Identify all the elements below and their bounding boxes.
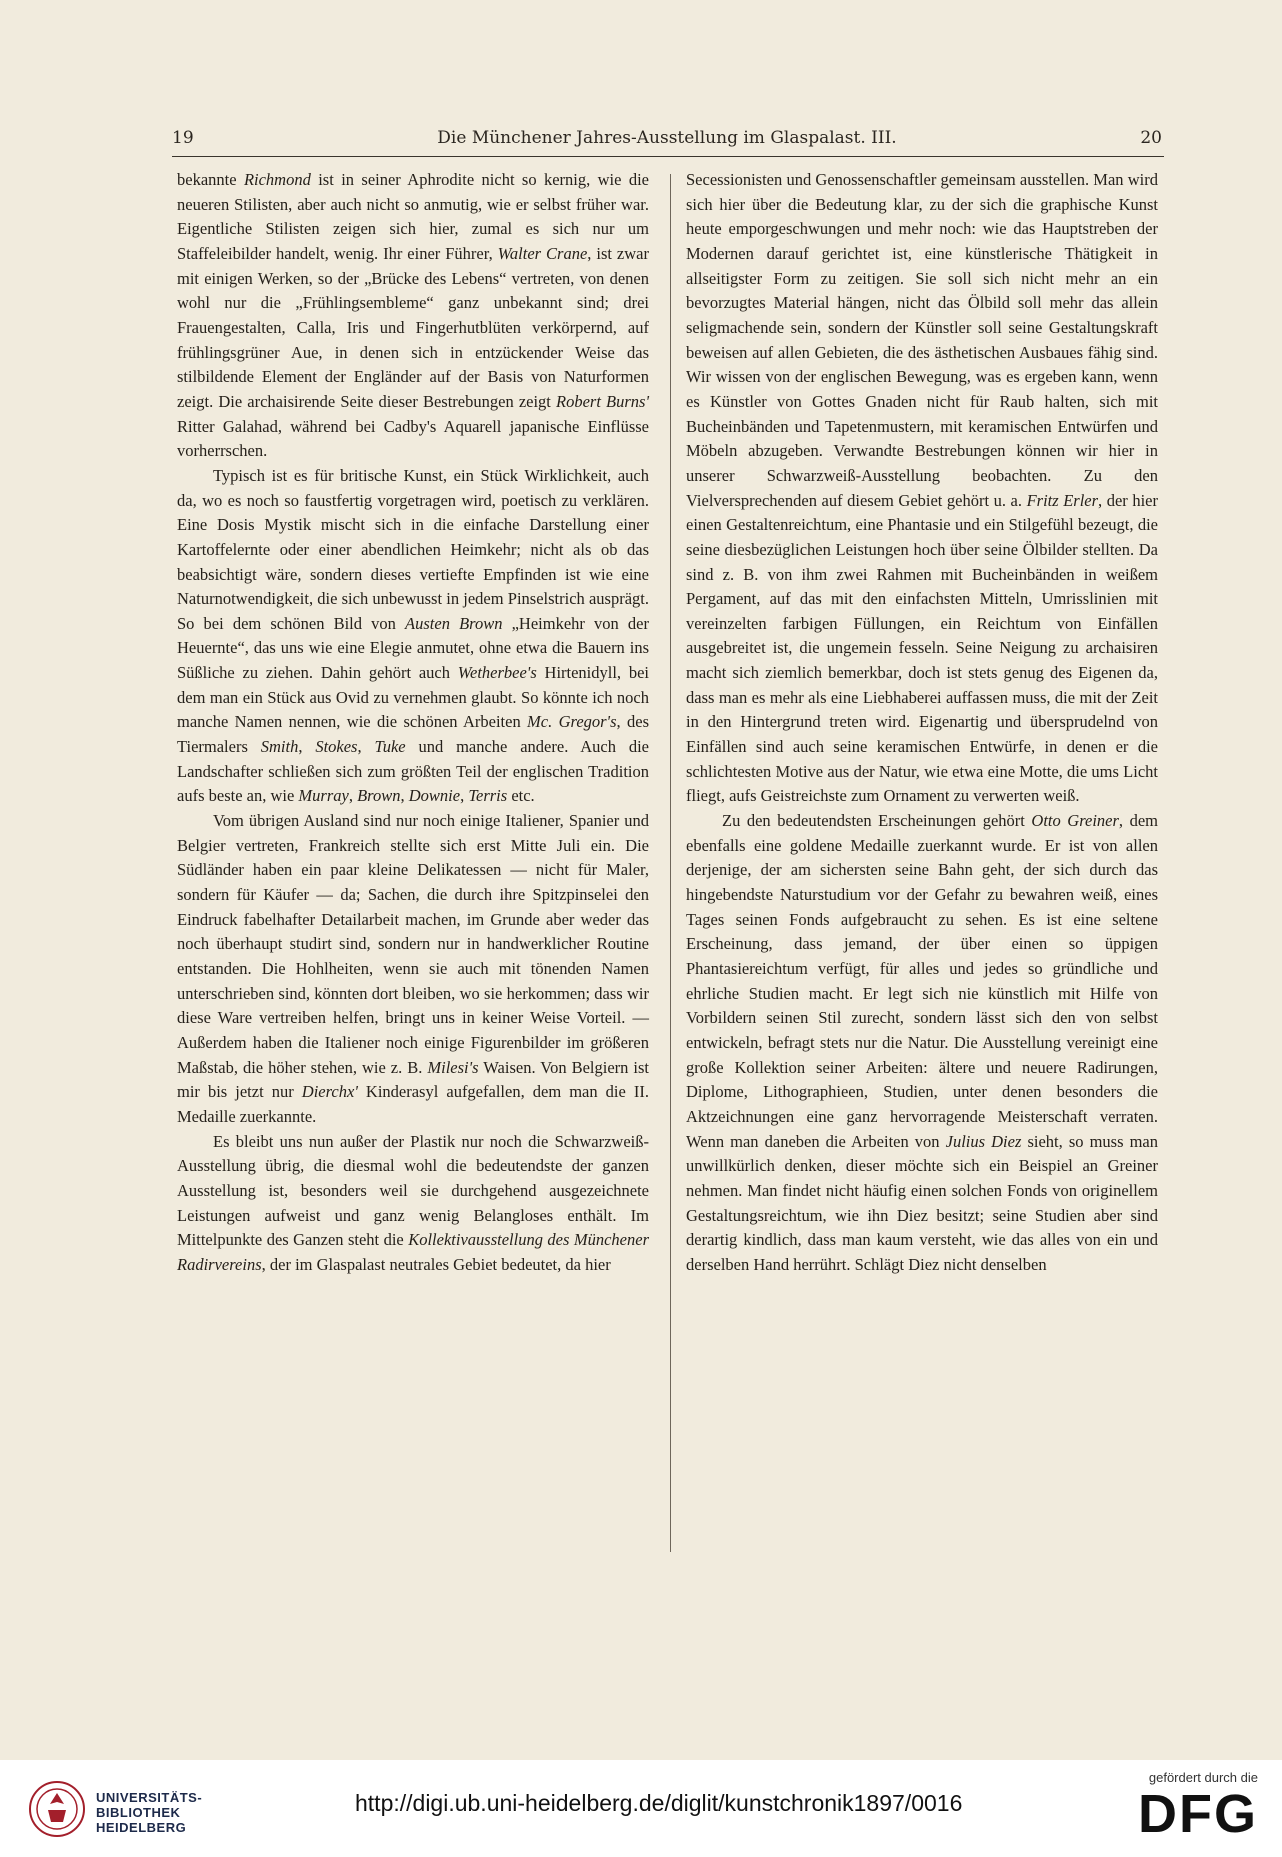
funding-text: gefördert durch die <box>1148 1770 1258 1785</box>
library-line-2: BIBLIOTHEK <box>96 1805 181 1820</box>
left-paragraph: bekannte Richmond ist in seiner Aphrodite nicht so kernig, wie die neueren Stilisten, aber auch nicht so anmutig, wie er selbst früher war. Eigentliche Stilisten zeigen sich hier, zumal es sich nur um Staffeleibilder handelt, wenig. Ihr einer Führer, Walter Crane, ist zwar mit einigen Werken, so der „Brücke des Lebens“ vertreten, von denen wohl nur die „Frühlingsembleme“ ganz unbekannt sind; drei Frauengestalten, Calla, Iris und Fingerhutblüten verkörpernd, auf frühlingsgrüner Aue, in denen sich in entzückender Weise das stilbildende Element der Engländer auf der Basis von Naturformen zeigt. Die archaisirende Seite dieser Bestrebungen zeigt Robert Burns' Ritter Galahad, während bei Cadby's Aquarell japanische Einflüsse vorherrschen. <box>177 170 649 461</box>
left-paragraph: Typisch ist es für britische Kunst, ein Stück Wirklichkeit, auch da, wo es noch so faustfertig vorgetragen wird, poetisch zu verklären. Eine Dosis Mystik mischt sich in die einfache Darstellung einer Kartoffelernte oder einer abendlichen Heimkehr; nicht als ob das beabsichtigt wäre, sondern dieses vertiefte Empfinden ist wie eine Naturnotwendigkeit, die sich unbewusst in jedem Pinselstrich ausprägt. So bei dem schönen Bild von Austen Brown „Heimkehr von der Heuernte“, das uns wie eine Elegie anmutet, ohne etwa die Bauern ins Süßliche zu ziehen. Dahin gehört auch Wetherbee's Hirtenidyll, bei dem man ein Stück aus Ovid zu vernehmen glaubt. So könnte ich noch manche Namen nennen, wie die schönen Arbeiten Mc. Gregor's, des Tiermalers Smith, Stokes, Tuke und manche andere. Auch die Landschafter schließen sich zum größten Teil der englischen Tradition aufs beste an, wie Murray, Brown, Downie, Terris etc. <box>177 465 650 806</box>
dfg-logo-text: DFG <box>1138 1784 1258 1844</box>
university-seal-icon <box>28 1780 86 1838</box>
dfg-logo[interactable] <box>1108 1770 1258 1844</box>
page-header <box>172 124 1162 154</box>
column-divider <box>670 174 671 1552</box>
left-paragraph: Es bleibt uns nun außer der Plastik nur noch die Schwarzweiß-Ausstellung übrig, die diesmal wohl die bedeutendste der ganzen Ausstellung ist, besonders weil sie durchgehend ausgezeichnete Leistungen aufweist und ganz wenig Belangloses enthält. Im Mittelpunkte des Ganzen steht die Kollektivausstellung des Münchener Radirvereins, der im Glaspalast neutrales Gebiet bedeutet, da hier <box>177 1131 649 1274</box>
right-text-column <box>686 168 1158 1278</box>
right-paragraph: Zu den bedeutendsten Erscheinungen gehört Otto Greiner, dem ebenfalls eine goldene Medaille zuerkannt wurde. Er ist von allen derjenige, der am sichersten seine Bahn geht, der sich durch das hingebendste Naturstudium vor der Gefahr zu bewahren weiß, eines Tages seinen Fonds aufgebraucht zu sehen. Es ist eine seltene Erscheinung, dass jemand, der über einen so üppigen Phantasiereichtum verfügt, für alles und jedes so gründliche und ehrliche Studien macht. Er legt sich nie künstlich mit Hilfe von Vorbildern seinen Stil zurecht, sondern lässt sich den von selbst entwickeln, befragt stets nur die Natur. Die Ausstellung vereinigt eine große Kollektion seiner Arbeiten: ältere und neuere Radirungen, Diplome, Lithographieen, Studien, unter denen besonders die Aktzeichnungen eine ganz hervorragende Meisterschaft verraten. Wenn man daneben die Arbeiten von Julius Diez sieht, so muss man unwillkürlich denken, dieser möchte sich ein Beispiel an Greiner nehmen. Man findet nicht häufig einen solchen Fonds von originellem Gestaltungsreichtum, wie ihn Diez besitzt; seine Studien aber sind derartig kindlich, dass man kaum versteht, wie das alles von ein und derselben Hand herrührt. Schlägt Diez nicht denselben <box>686 811 1158 1274</box>
left-paragraph: Vom übrigen Ausland sind nur noch einige Italiener, Spanier und Belgier vertreten, Frankreich stellte sich erst Mitte Juli ein. Die Südländer haben ein paar kleine Delikatessen — nicht für Maler, sondern für Käufer — da; Sachen, die durch ihre Spitzpinselei den Eindruck fabelhafter Detailarbeit machen, im Grunde aber weder das noch überhaupt studirt sind, sondern nur in handwerklicher Routine entstanden. Die Hohlheiten, wenn sie auch mit tönenden Namen unterschrieben sind, könnten dort bleiben, wo sie herkommen; dass wir diese Ware vertreiben helfen, bringt uns in keiner Weise Vorteil. — Außerdem haben die Italiener noch einige Figurenbilder im größeren Maßstab, die höher stehen, wie z. B. Milesi's Waisen. Von Belgiern ist mir bis jetzt nur Dierchx' Kinderasyl aufgefallen, dem man die II. Medaille zuerkannte. <box>177 811 649 1126</box>
footer-bar <box>0 1760 1282 1857</box>
library-logo[interactable] <box>28 1780 288 1840</box>
library-name <box>96 1790 202 1835</box>
running-title: Die Münchener Jahres-Ausstellung im Glaspalast. III. <box>437 128 897 148</box>
library-line-3: HEIDELBERG <box>96 1820 187 1835</box>
library-line-1: UNIVERSITÄTS- <box>96 1790 203 1805</box>
page-number-left: 19 <box>172 128 194 148</box>
header-rule <box>172 156 1164 157</box>
page-number-right: 20 <box>1140 128 1162 148</box>
right-paragraph: Secessionisten und Genossenschaftler gemeinsam ausstellen. Man wird sich hier über die Bedeutung klar, zu der sich die graphische Kunst heute emporgeschwungen und mehr noch: wie das Hauptstreben der Modernen darauf gerichtet ist, eine künstlerische Thätigkeit in allseitigster Form zu zeitigen. Sie soll sich nicht mehr an ein bevorzugtes Material hängen, nicht das Ölbild soll mehr das allein seligmachende sein, sondern der Künstler soll seine Gestaltungskraft beweisen auf allen Gebieten, die des ästhetischen Ausbaues fähig sind. Wir wissen von der englischen Bewegung, was es ergeben kann, wenn es Künstler von Gottes Gnaden nicht für Raub halten, sich mit Bucheinbänden und Tapetenmustern, mit keramischen Entwürfen und Möbeln abzugeben. Verwandte Bestrebungen können wir hier in unserer Schwarzweiß-Ausstellung beobachten. Zu den Vielversprechenden auf diesem Gebiet gehört u. a. Fritz Erler, der hier einen Gestaltenreichtum, eine Phantasie und ein Stilgefühl bezeugt, die seine diesbezüglichen Leistungen hoch über seine Ölbilder stellten. Da sind z. B. von ihm zwei Rahmen mit Bucheinbänden in weißem Pergament, auf das mit den einfachsten Mitteln, Umrisslinien mit vereinzelten farbigen Füllungen, ein Reichtum von Einfällen ausgebreitet ist, die ungemein fesseln. Seine Neigung zu archaisiren macht sich ziemlich bemerkbar, doch ist stets genug des Eigenen da, dass man es mehr als eine Liebhaberei auffassen muss, die mit der Zeit in den Hintergrund treten wird. Eigenartig und übersprudelnd von Einfällen sind auch seine keramischen Entwürfe, in denen er die schlichtesten Motive aus der Natur, wie etwa eine Motte, die ums Licht fliegt, aufs Geistreichste zum Ornament zu verwerten weiß. <box>686 170 1158 806</box>
left-text-column <box>177 168 649 1278</box>
source-url-link[interactable]: http://digi.ub.uni-heidelberg.de/diglit/kunstchronik1897/0016 <box>355 1790 963 1816</box>
